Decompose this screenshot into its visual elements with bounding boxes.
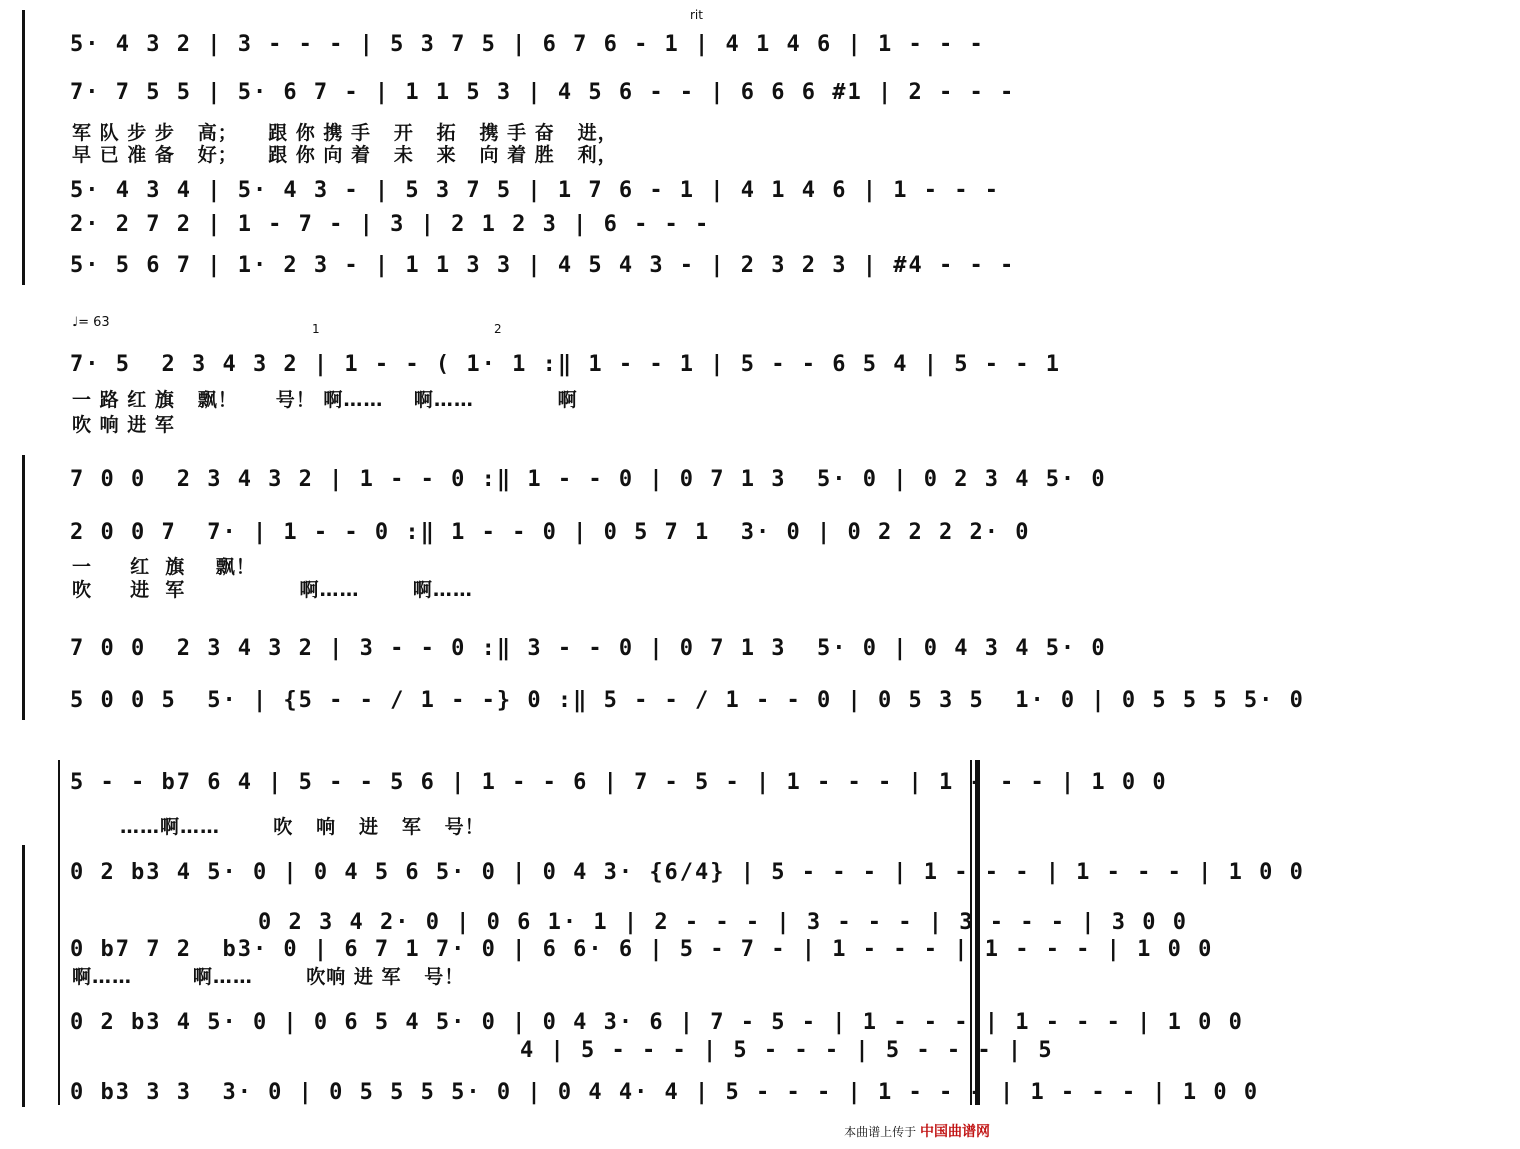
lyric-line: ……啊…… 吹 响 进 军 号！: [120, 816, 485, 838]
lyric-line: 一 路 红 旗 飘！ 号！ 啊…… 啊…… 啊: [72, 389, 578, 411]
footer-text: 本曲谱上传于: [844, 1125, 917, 1139]
system-bracket: [22, 10, 25, 285]
staff-line: 0 b7 7 2 b3· 0 | 6 7 1 7· 0 | 6 6· 6 | 5 - 7 - | 1 - - - | 1 - - - | 1 0 0: [70, 937, 1214, 962]
system-bracket: [22, 455, 25, 720]
volta-2: 2: [494, 322, 502, 336]
staff-line: 7 0 0 2 3 4 3 2 | 3 - - 0 :‖ 3 - - 0 | 0 7 1 3 5· 0 | 0 4 3 4 5· 0: [70, 636, 1107, 661]
volta-1: 1: [312, 322, 320, 336]
staff-line: 5 - - b7 6 4 | 5 - - 5 6 | 1 - - 6 | 7 - 5 - | 1 - - - | 1 - - - | 1 0 0: [70, 770, 1168, 795]
staff-line: 2 0 0 7 7· | 1 - - 0 :‖ 1 - - 0 | 0 5 7 1 3· 0 | 0 2 2 2 2· 0: [70, 520, 1031, 545]
tempo-marking: ♩= 63: [72, 315, 110, 330]
staff-line: 7· 5 2 3 4 3 2 | 1 - - ( 1· 1 :‖ 1 - - 1 | 5 - - 6 5 4 | 5 - - 1: [70, 352, 1061, 377]
staff-line: 2· 2 7 2 | 1 - 7 - | 3 | 2 1 2 3 | 6 - - -: [70, 212, 711, 237]
staff-line: 5· 4 3 4 | 5· 4 3 - | 5 3 7 5 | 1 7 6 - 1 | 4 1 4 6 | 1 - - -: [70, 178, 1000, 203]
lyric-line: 早 已 准 备 好； 跟 你 向 着 未 来 向 着 胜 利，: [72, 144, 618, 166]
staff-line: 4 | 5 - - - | 5 - - - | 5 - - - | 5: [520, 1038, 1054, 1063]
system-bracket: [22, 845, 25, 1107]
staff-line: 0 2 b3 4 5· 0 | 0 4 5 6 5· 0 | 0 4 3· {6/4} | 5 - - - | 1 - - - | 1 - - - | 1 0 0: [70, 860, 1305, 885]
site-logo[interactable]: 中国曲谱网: [920, 1124, 990, 1140]
staff-line: 5· 4 3 2 | 3 - - - | 5 3 7 5 | 6 7 6 - 1 | 4 1 4 6 | 1 - - -: [70, 32, 985, 57]
staff-line: 5· 5 6 7 | 1· 2 3 - | 1 1 3 3 | 4 5 4 3 - | 2 3 2 3 | #4 - - -: [70, 253, 1016, 278]
footer-credit: [844, 1121, 990, 1141]
rit-marking: rit: [690, 8, 703, 22]
lyric-line: 军 队 步 步 高； 跟 你 携 手 开 拓 携 手 奋 进，: [72, 122, 618, 144]
staff-line: 5 0 0 5 5· | {5 - - / 1 - -} 0 :‖ 5 - - / 1 - - 0 | 0 5 3 5 1· 0 | 0 5 5 5 5· 0: [70, 688, 1305, 713]
lyric-line: 一 红 旗 飘！: [72, 556, 256, 578]
system-left-barline: [58, 760, 60, 1105]
staff-line: 7 0 0 2 3 4 3 2 | 1 - - 0 :‖ 1 - - 0 | 0 7 1 3 5· 0 | 0 2 3 4 5· 0: [70, 467, 1107, 492]
staff-line: 7· 7 5 5 | 5· 6 7 - | 1 1 5 3 | 4 5 6 - - | 6 6 6 #1 | 2 - - -: [70, 80, 1016, 105]
staff-line: 0 b3 3 3 3· 0 | 0 5 5 5 5· 0 | 0 4 4· 4 | 5 - - - | 1 - - - | 1 - - - | 1 0 0: [70, 1080, 1260, 1105]
lyric-line: 啊…… 啊…… 吹响 进 军 号！: [72, 966, 465, 988]
lyric-line: 吹 响 进 军: [72, 414, 175, 436]
staff-line: 0 2 3 4 2· 0 | 0 6 1· 1 | 2 - - - | 3 - - - | 3 - - - | 3 0 0: [258, 910, 1188, 935]
lyric-line: 吹 进 军 啊…… 啊……: [72, 579, 473, 601]
staff-line: 0 2 b3 4 5· 0 | 0 6 5 4 5· 0 | 0 4 3· 6 | 7 - 5 - | 1 - - - | 1 - - - | 1 0 0: [70, 1010, 1244, 1035]
